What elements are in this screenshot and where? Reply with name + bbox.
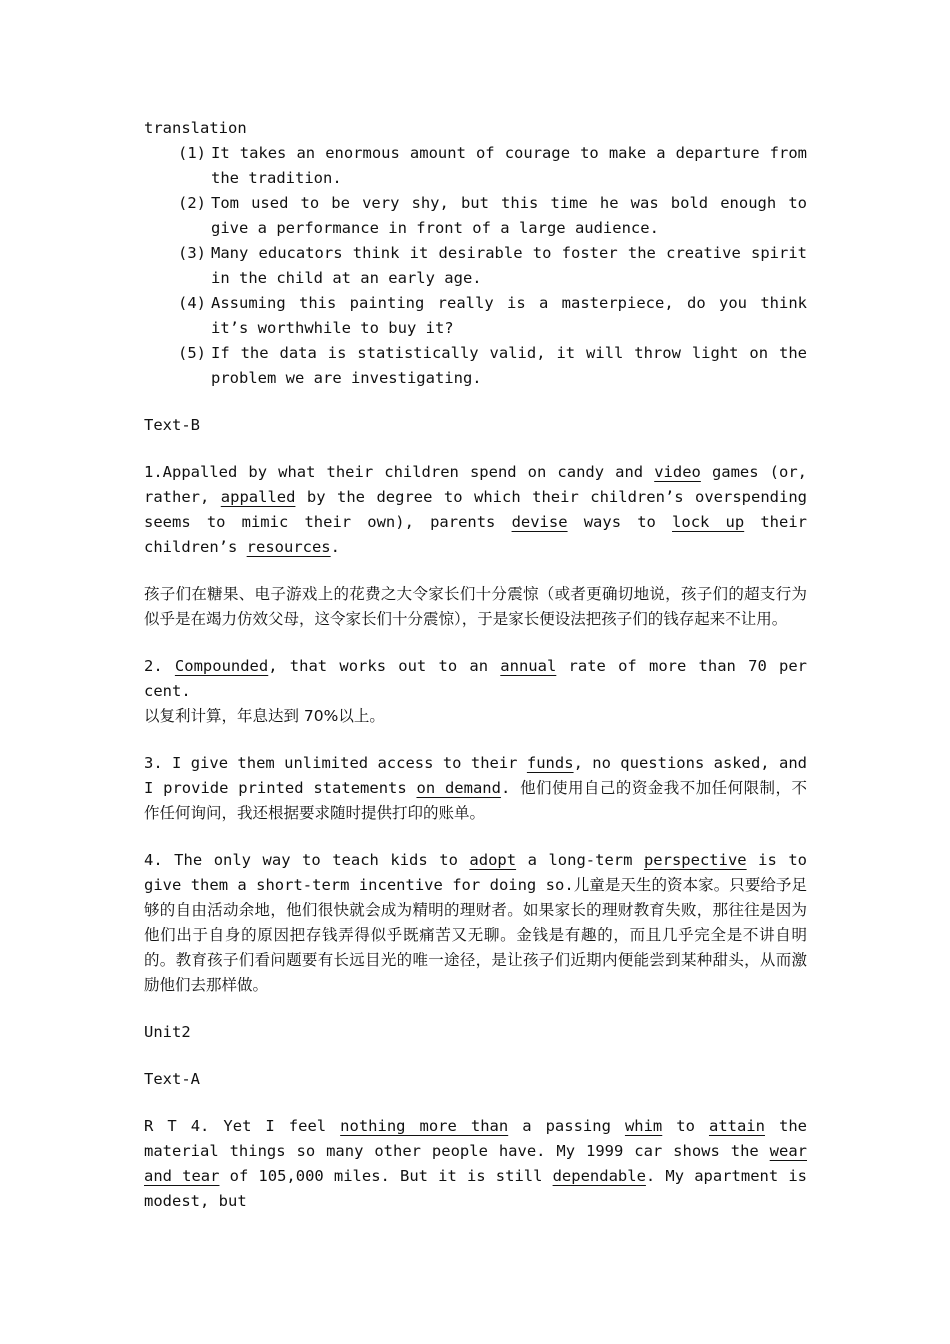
translation-item: (3) Many educators think it desirable to foster the creative spirit in the child at an early age. — [178, 244, 807, 287]
translation-item: (4) Assuming this painting really is a masterpiece, do you think it’s worthwhile to buy it? — [178, 294, 807, 337]
vocab-term: resources — [246, 538, 331, 556]
vocab-term: devise — [511, 513, 568, 531]
vocab-term: appalled — [220, 488, 296, 506]
unit2-paragraph-1: R T 4. Yet I feel nothing more than a passing whim to attain the material things so many other people have. My 1999 car shows the wear and tear of 105,000 miles. But it is still dependable. My apartment is modest, but — [144, 1117, 808, 1210]
text-b-paragraph-4: 4. The only way to teach kids to adopt a long-term perspective is to give them a short-term incentive for doing so.儿童是天生的资本家。只要给予足够的自由活动余地，他们很快就会成为精明的理财者。如果家长的理财教育失败，那往往是因为他们出于自身的原因把存钱弄得似乎既痛苦又无聊。金钱是有趣的，而且几乎完全是不讲自明的。教育孩子们看问题要有长远目光的唯一途径，是让孩子们近期内便能尝到某种甜头，从而激励他们去那样做。 — [144, 851, 807, 994]
vocab-term: video — [654, 463, 701, 481]
vocab-term: perspective — [643, 851, 747, 869]
vocab-term: Compounded — [174, 657, 269, 675]
vocab-term: nothing more than — [340, 1117, 509, 1135]
text-b-paragraph-2: 2. Compounded, that works out to an annual rate of more than 70 per cent. 以复利计算，年息达到 70%以上。 — [144, 657, 808, 725]
translation-label: translation — [144, 119, 247, 137]
vocab-term: lock up — [672, 513, 745, 531]
document-page — [144, 116, 807, 1214]
translation-item: (1) It takes an enormous amount of courage to make a departure from the tradition. — [178, 144, 807, 187]
vocab-term: on demand — [416, 779, 501, 797]
vocab-term: funds — [526, 754, 574, 772]
section-heading-text-a: Text-A — [144, 1070, 200, 1088]
vocab-term: dependable — [552, 1167, 646, 1185]
text-b-paragraph-1-translation: 孩子们在糖果、电子游戏上的花费之大令家长们十分震惊（或者更确切地说，孩子们的超支行为似乎是在竭力仿效父母，这令家长们十分震惊），于是家长便设法把孩子们的钱存起来不让用。 — [144, 585, 807, 628]
section-heading-text-b: Text-B — [144, 416, 200, 434]
translation-list — [144, 141, 807, 391]
translation-item: (5) If the data is statistically valid, it will throw light on the problem we are investigating. — [178, 344, 807, 387]
vocab-term: whim — [624, 1117, 663, 1135]
vocab-term: annual — [500, 657, 557, 675]
vocab-term: attain — [708, 1117, 765, 1135]
translation-item: (2) Tom used to be very shy, but this time he was bold enough to give a performance in front of a large audience. — [178, 194, 807, 237]
section-heading-unit2: Unit2 — [144, 1023, 191, 1041]
text-b-paragraph-1: 1.Appalled by what their children spend on candy and video games (or, rather, appalled by the degree to which their children’s overspending seems to mimic their own), parents devise ways to lock up their children’s resources. — [144, 463, 808, 556]
vocab-term: wear and tear — [144, 1142, 807, 1185]
vocab-term: adopt — [469, 851, 517, 869]
text-b-paragraph-3: 3. I give them unlimited access to their funds, no questions asked, and I provide printed statements on demand. 他们使用自己的资金我不加任何限制，不作任何询问，我还根据要求随时提供打印的账单。 — [144, 754, 807, 822]
